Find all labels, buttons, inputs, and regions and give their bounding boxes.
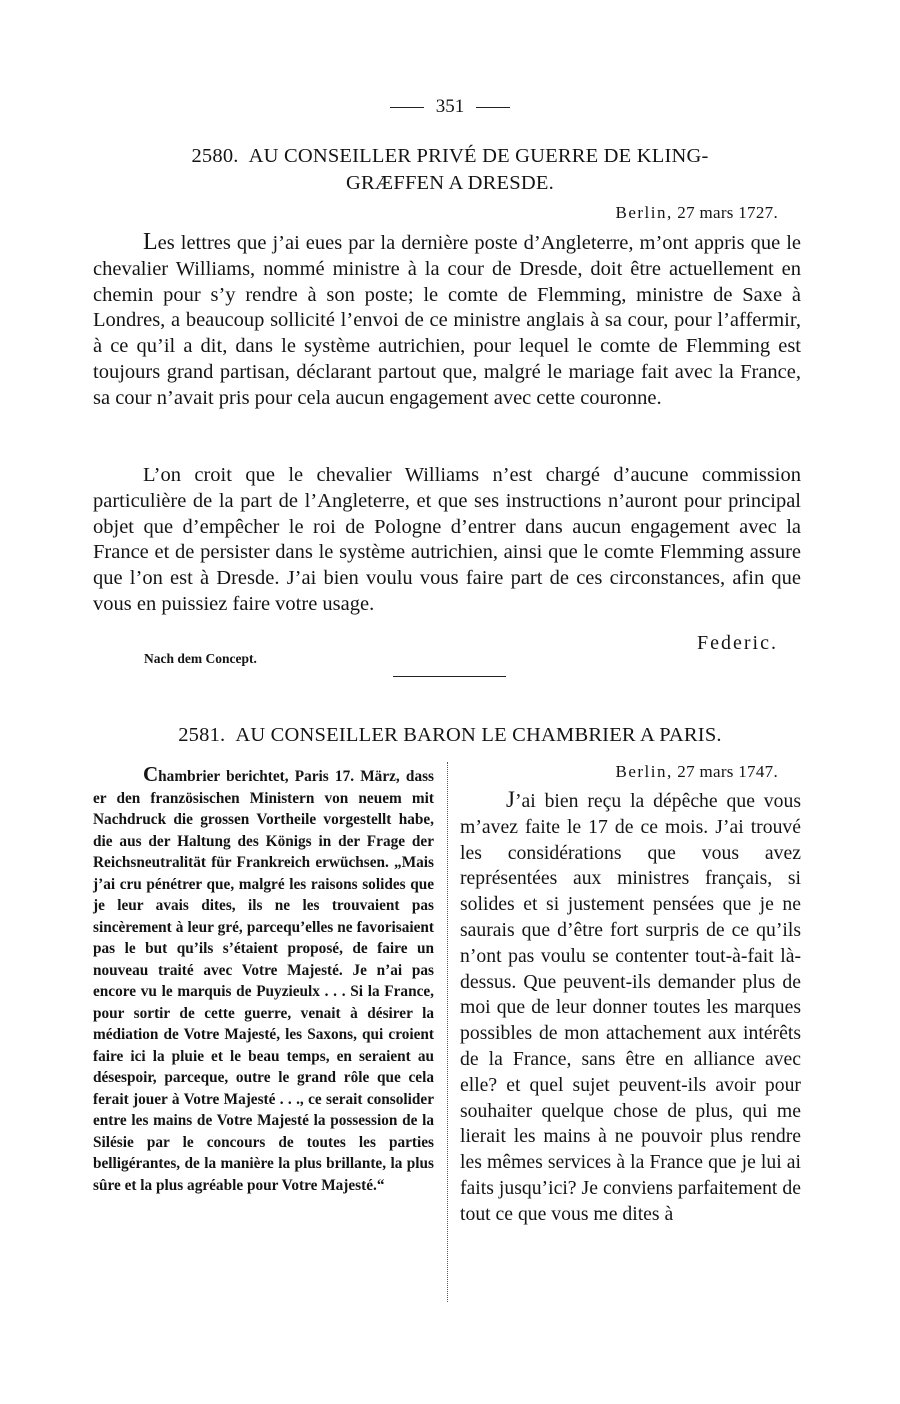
letter-title-line1: AU CONSEILLER PRIVÉ DE GUERRE DE KLING-	[248, 145, 709, 167]
folio-dash-left	[390, 107, 424, 108]
initial-letter: L	[143, 229, 158, 255]
letter-2581-heading	[100, 722, 800, 749]
initial-letter: C	[143, 762, 159, 786]
letter-2580-heading	[100, 143, 800, 197]
letter-title: AU CONSEILLER BARON LE CHAMBRIER A PARIS.	[235, 724, 722, 746]
letter-2580-paragraph-1: Les lettres que j’ai eues par la dernière poste d’Angleterre, m’ont appris que le chevalier Williams, nommé ministre à la cour de Dresde, doit être actuellement en chemin pour s’y rendre à son poste; le comte de Flemming, ministre de Saxe à Londres, a beaucoup sollicité l’envoi de ce ministre anglais à sa cour, pour l’affermir, à ce qu’il a dit, dans le système autrichien, pour lequel le comte de Flemming est toujours grand partisan, déclarant partout que, malgré le mariage fait avec la France, sa cour n’avait pris pour cela aucun engagement avec cette couronne.	[93, 229, 801, 409]
letter-title-line2: GRÆFFEN A DRESDE.	[346, 172, 554, 194]
letter-2580-paragraph-2: L’on croit que le chevalier Williams n’est chargé d’aucune commission particulière de la part de l’Angleterre, et que ses instructions n’auront pour principal objet que d’empêcher le roi de Pologne d’entrer dans aucun engagement avec la France et de persister dans le système autrichien, ainsi que le comte Flemming assure que l’on est à Dresde. J’ai bien voulu vous faire part de ces circonstances, afin que vous en puissiez faire votre usage.	[93, 464, 801, 615]
letter-2580-dateline	[615, 203, 778, 223]
folio-dash-right	[476, 107, 510, 108]
letter-2581-dateline	[615, 762, 778, 782]
initial-letter: J	[506, 787, 515, 812]
source-note: Nach dem Concept.	[144, 651, 257, 666]
letter-number: 2581.	[178, 724, 226, 746]
section-separator	[393, 676, 506, 677]
page-number: 351	[0, 96, 900, 118]
signature: Federic.	[697, 632, 778, 654]
dateline-date: 27 mars 1747.	[677, 762, 778, 781]
dateline-place: Berlin,	[615, 762, 673, 781]
letter-number: 2580.	[191, 145, 239, 167]
summary-column: Chambrier berichtet, Paris 17. März, dass er den französischen Ministern von neuem mit Nachdruck die grossen Vortheile vorgestellt habe, die aus der Haltung des Königs in der Frage der Reichsneutralität für Frankreich erwüchsen. „Mais j’ai cru pénétrer que, malgré les raisons solides que je leur avais dites, ils ne les trouvaient pas sincèrement à leur gré, parcequ’elles ne favorisaient pas le but qu’ils s’étaient proposé, de faire un nouveau traité avec Votre Majesté. Je n’ai pas encore vu le marquis de Puyzieulx . . . Si la France, pour sortir de cette guerre, venait à désirer la médiation de Votre Majesté, les Saxons, qui croient faire ici la pluie et le beau temps, en seraient au désespoir, parceque, outre le grand rôle que cela ferait jouer à Votre Majesté . . ., ce serait consolider entre les mains de Votre Majesté la possession de la Silésie par le concours de toutes les parties belligérantes, de la manière la plus brillante, la plus sûre et la plus agréable pour Votre Majesté.“	[93, 762, 434, 1194]
dateline-place: Berlin,	[615, 203, 673, 222]
letter-2581-body: J’ai bien reçu la dépêche que vous m’avez faite le 17 de ce mois. J’ai trouvé les considérations que vous avez représentées aux ministres français, si solides et si justement pensées que je ne saurais que d’être fort surpris de ce qu’ils n’ont pas voulu se contenter tout-à-fait là-dessus. Que peuvent-ils demander plus de moi que de leur donner toutes les marques possibles de mon attachement aux intérêts de la France, sans être en alliance avec elle? et quel sujet peuvent-ils avoir pour souhaiter quelque chose de plus, qui me lierait les mains à ne pouvoir plus rendre les mêmes services à la France que je lui ai faits jusqu’ici? Je conviens parfaitement de tout ce que vous me dites à	[460, 787, 801, 1225]
column-divider	[447, 762, 448, 1302]
dateline-date: 27 mars 1727.	[677, 203, 778, 222]
